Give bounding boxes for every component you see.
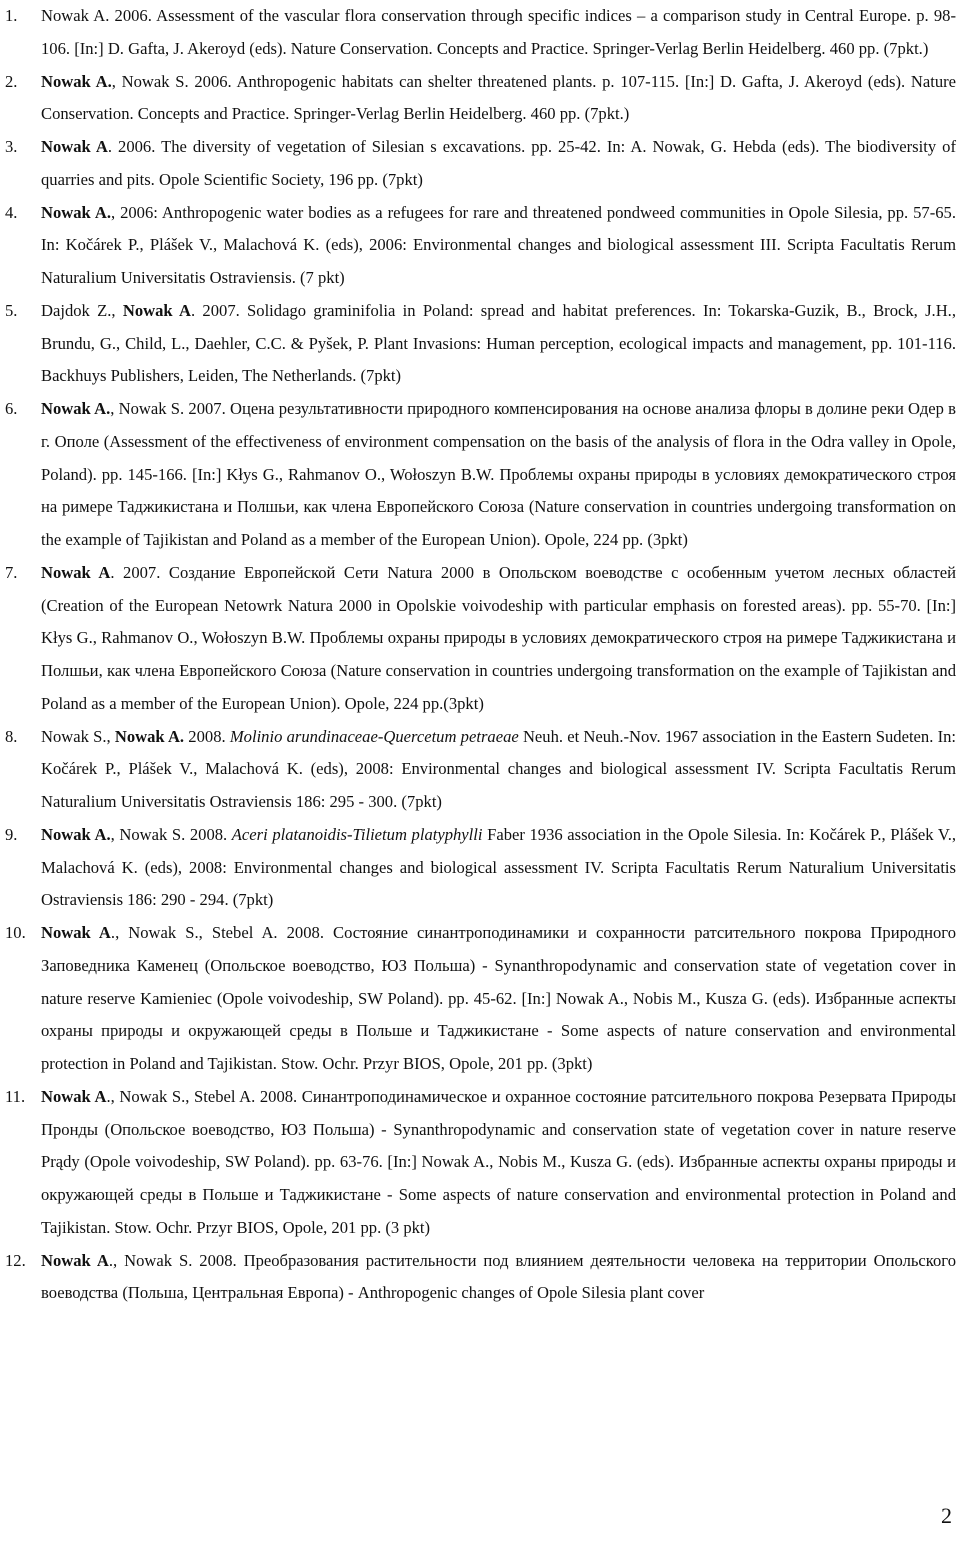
reference-text: , Nowak S. 2006. Anthropogenic habitats can shelter threatened plants. p. 107-115. [In:] D. Gafta, J. Akeroyd (eds). Nature Conservation. Concepts and Practice. Springer-Verlag Berlin Heidelberg. 460 pp. (7pkt.) [41,71,957,124]
reference-number: 3. [5,137,18,156]
reference-text: ., Nowak S., Stebel A. 2008. Состояние синантроподинамики и сохранности ратсительного покрова Природного Заповедника Каменец (Опольское воеводство, ЮЗ Польша) - Synanthropodynamic and conservation state of vegetation cover in nature reserve Kamieniec (Opole voivodeship, SW Poland). pp. 45-62. [In:] Nowak A., Nobis M., Kusza G. (eds). Избранные аспекты охраны природы и окружающей среды в Польше и Таджикистане - Some aspects of nature conservation and environmental protection in Poland and Tajikistan. Stow. Ochr. Przyr BIOS, Opole, 201 pp. (3pkt) [41,923,956,1073]
reference-text: . 2007. Solidago graminifolia in Poland: spread and habitat preferences. In: Tokarska-Guzik, B., Brock, J.H., Brundu, G., Child, L., Daehler, C.C. & Pyšek, P. Plant Invasions: Human perception, ecological impacts and management, pp. 101-116. Backhuys Publishers, Leiden, The Netherlands. (7pkt) [41,300,956,386]
reference-item [0,393,960,557]
reference-number: 4. [5,202,18,222]
reference-item [0,197,960,295]
author-name: Nowak A. [41,824,111,844]
author-name: Nowak A [41,1086,107,1106]
reference-text: 2008. [184,726,230,746]
reference-item [0,557,960,721]
reference-number: 6. [5,399,18,418]
author-name: Nowak A [41,562,111,582]
reference-number: 7. [5,562,18,582]
reference-item [0,295,960,393]
reference-text: ., Nowak S. 2008. Преобразования растительности под влиянием деятельности человека на территории Опольского воеводства (Польша, Центральная Европа) - Anthropogenic changes of Opole Silesia plant cover [41,1250,956,1303]
reference-number: 10. [5,923,26,942]
author-name: Nowak A. [41,202,111,222]
reference-text: Nowak A. 2006. Assessment of the vascular flora conservation through specific indices – a comparison study in Central Europe. p. 98-106. [In:] D. Gafta, J. Akeroyd (eds). Nature Conservation. Concepts and Practice. Springer-Verlag Berlin Heidelberg. 460 pp. (7pkt.) [41,6,956,58]
reference-number: 1. [5,6,18,25]
reference-item [0,721,960,819]
reference-number: 2. [5,71,18,91]
reference-text: . 2006. The diversity of vegetation of Silesian s excavations. pp. 25-42. In: A. Nowak, G. Hebda (eds). The biodiversity of quarries and pits. Opole Scientific Society, 196 pp. (7pkt) [41,137,956,189]
author-name: Nowak A [122,300,191,320]
author-name: Nowak A. [41,399,111,418]
page-number: 2 [941,1503,952,1528]
author-name: Nowak A. [41,71,112,91]
reference-item [0,131,960,197]
reference-number: 5. [5,300,18,320]
reference-item [0,917,960,1081]
reference-text: Faber 1936 association in the Opole Silesia. In: Kočárek P., Plášek V., Malachová K. (eds), 2008: Environmental changes and biological assessment IV. Scripta Facultatis Rerum Naturalium Universitatis Ostraviensis 186: 290 - 294. (7pkt) [41,824,957,910]
reference-text: , Nowak S. 2007. Оцена результативности природного компенсирования на основе анализа флоры в долине реки Одер в г. Ополе (Assessment of the effectiveness of environment compensation on the basis of the analysis of flora in the Odra valley in Opole, Poland). pp. 145-166. [In:] Kłys G., Rahmanov O., Wołoszyn B.W. Проблемы охраны природы в условиях демократического строя на римере Таджикистана и Полшьи, как члена Европейского Союза (Nature conservation in countries undergoing transformation on the example of Tajikistan and Poland as a member of the European Union). Opole, 224 pp. (3pkt) [41,399,957,549]
reference-number: 12. [5,1250,26,1270]
reference-text: Dajdok Z., [41,300,123,320]
reference-number: 9. [5,824,18,844]
taxon-name: Molinio arundinaceae-Quercetum petraeae [229,726,519,746]
reference-text: Nowak S., [41,726,115,746]
reference-text: Neuh. et Neuh.-Nov. 1967 association in the Eastern Sudeten. In: Kočárek P., Plášek V., Malachová K. (eds), 2008: Environmental changes and biological assessment IV. Scripta Facultatis Rerum Naturalium Universitatis Ostraviensis 186: 295 - 300. (7pkt) [41,726,957,811]
author-name: Nowak A. [114,726,185,746]
reference-item [0,819,960,917]
reference-item [0,1245,960,1311]
taxon-name: Aceri platanoidis-Tilietum platyphylli [231,824,483,844]
reference-text: , Nowak S. 2008. [110,824,232,844]
reference-number: 11. [5,1086,26,1106]
reference-text: . 2007. Создание Европейской Сети Natura 2000 в Опольском воеводстве с особенным учетом лесных областей (Creation of the European Netowrk Natura 2000 in Opolskie voivodeship with particular emphasis on forested areas). pp. 55-70. [In:] Kłys G., Rahmanov O., Wołoszyn B.W. Проблемы охраны природы в условиях демократического строя на римере Таджикистана и Полшьи, как члена Европейского Союза (Nature conservation in countries undergoing transformation on the example of Tajikistan and Poland as a member of the European Union). Opole, 224 pp.(3pkt) [41,562,956,713]
reference-number: 8. [5,726,18,746]
reference-text: ., Nowak S., Stebel A. 2008. Синантроподинамическое и охранное состояние ратсительного покрова Резервата Природы Пронды (Опольское воеводство, ЮЗ Польша) - Synanthropodynamic and conservation state of vegetation cover in nature reserve Prądy (Opole voivodeship, SW Poland). pp. 63-76. [In:] Nowak A., Nobis M., Kusza G. (eds). Избранные аспекты охраны природы и окружающей среды в Польше и Таджикистане - Some aspects of nature conservation and environmental protection in Poland and Tajikistan. Stow. Ochr. Przyr BIOS, Opole, 201 pp. (3 pkt) [41,1086,956,1237]
reference-item [0,0,960,66]
reference-text: , 2006: Anthropogenic water bodies as a refugees for rare and threatened pondweed communities in Opole Silesia, pp. 57-65. In: Kočárek P., Plášek V., Malachová K. (eds), 2006: Environmental changes and biological assessment III. Scripta Facultatis Rerum Naturalium Universitatis Ostraviensis. (7 pkt) [41,202,956,287]
author-name: Nowak A [41,1250,109,1270]
author-name: Nowak A [41,137,108,156]
reference-item [0,66,960,132]
reference-item [0,1081,960,1245]
author-name: Nowak A [41,923,111,942]
